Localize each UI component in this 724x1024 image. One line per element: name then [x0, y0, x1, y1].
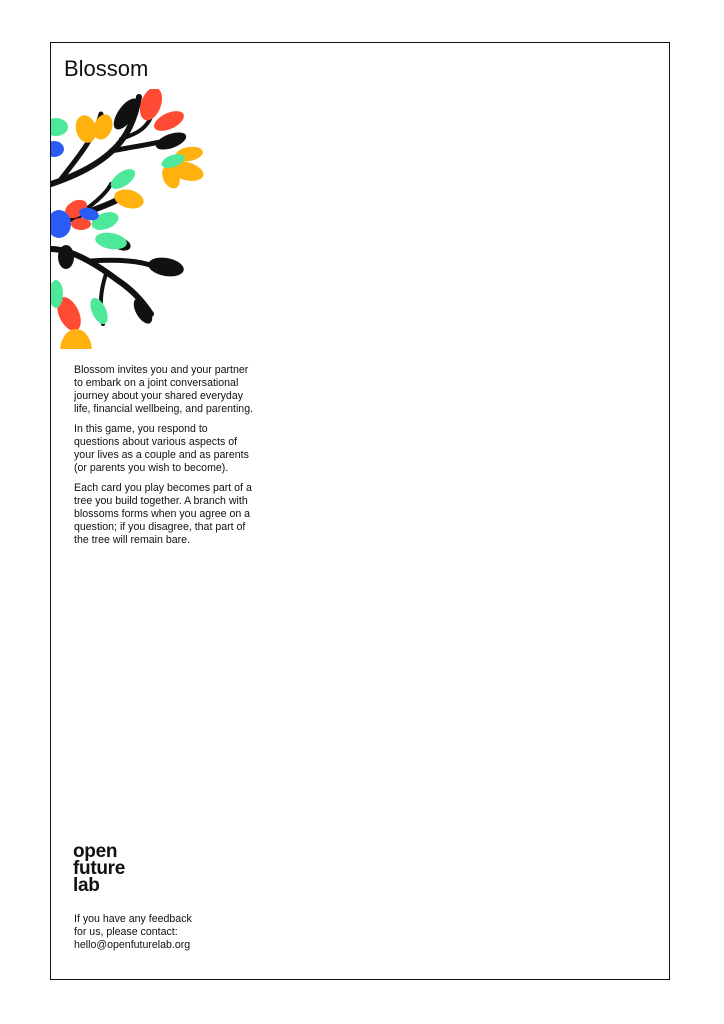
contact-email: hello@openfuturelab.org	[74, 939, 191, 951]
blossom-tree-illustration	[51, 89, 211, 349]
description-paragraph-2: In this game, you respond to questions about various aspects of your lives as a couple and as parents (or parents you wish to become).	[74, 423, 249, 474]
game-title: Blossom	[64, 56, 149, 81]
game-description	[74, 364, 254, 554]
open-future-lab-logo	[73, 843, 125, 894]
logo-line-1: open	[73, 841, 118, 862]
contact-line-1: If you have any feedback	[74, 913, 192, 925]
contact-line-2: for us, please contact:	[74, 926, 178, 938]
logo-line-3: lab	[73, 875, 100, 896]
description-paragraph-1: Blossom invites you and your partner to embark on a joint conversational journey about your shared everyday life, financial wellbeing, and parenting.	[74, 364, 254, 415]
logo-line-2: future	[73, 858, 126, 879]
game-card	[50, 42, 670, 980]
feedback-contact	[74, 913, 192, 952]
description-paragraph-3: Each card you play becomes part of a tree you build together. A branch with blossoms forms when you agree on a question; if you disagree, that part of the tree will remain bare.	[74, 482, 252, 546]
